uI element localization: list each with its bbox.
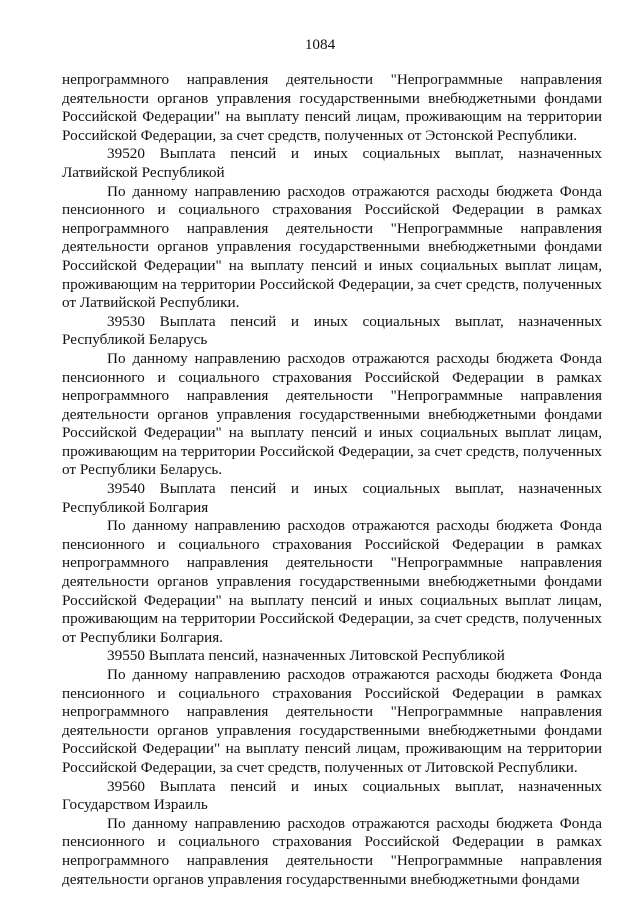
- section-heading-39540: 39540 Выплата пенсий и иных социальных выплат, назначенных Республикой Болгария: [62, 480, 602, 516]
- section-heading-39560: 39560 Выплата пенсий и иных социальных выплат, назначенных Государством Израиль: [62, 777, 602, 814]
- paragraph-39550-description: По данному направлению расходов отражаются расходы бюджета Фонда пенсионного и социального страхования Российской Федерации в рамках непрограммного направления деятельности "Непрограммные направления деятельности органов управления государственными внебюджетными фондами Российской Федерации" на выплату пенсий лицам, проживающим на территории Российской Федерации, за счет средств, полученных от Литовской Республики.: [62, 666, 602, 776]
- paragraph-continuation: непрограммного направления деятельности "Непрограммные направления деятельности органов управления государственными внебюджетными фондами Российской Федерации" на выплату пенсий лицам, проживающим на территории Российской Федерации, за счет средств, полученных от Эстонской Республики.: [62, 71, 602, 144]
- paragraph-39540-description: По данному направлению расходов отражаются расходы бюджета Фонда пенсионного и социального страхования Российской Федерации в рамках непрограммного направления деятельности "Непрограммные направления деятельности органов управления государственными внебюджетными фондами Российской Федерации" на выплату пенсий и иных социальных выплат лицам, проживающим на территории Российской Федерации, за счет средств, полученных от Республики Болгария.: [62, 517, 602, 646]
- section-heading-39550: 39550 Выплата пенсий, назначенных Литовской Республикой: [107, 647, 505, 665]
- paragraph-39560-description: По данному направлению расходов отражаются расходы бюджета Фонда пенсионного и социального страхования Российской Федерации в рамках непрограммного направления деятельности "Непрограммные направления деятельности органов управления государственными внебюджетными фондами: [62, 814, 602, 888]
- section-heading-39530: 39530 Выплата пенсий и иных социальных выплат, назначенных Республикой Беларусь: [62, 312, 602, 349]
- section-heading-39520: 39520 Выплата пенсий и иных социальных выплат, назначенных Латвийской Республикой: [62, 145, 602, 181]
- paragraph-39530-description: По данному направлению расходов отражаются расходы бюджета Фонда пенсионного и социального страхования Российской Федерации в рамках непрограммного направления деятельности "Непрограммные направления деятельности органов управления государственными внебюджетными фондами Российской Федерации" на выплату пенсий и иных социальных выплат лицам, проживающим на территории Российской Федерации, за счет средств, полученных от Республики Беларусь.: [62, 349, 602, 479]
- paragraph-39520-description: По данному направлению расходов отражаются расходы бюджета Фонда пенсионного и социального страхования Российской Федерации в рамках непрограммного направления деятельности "Непрограммные направления деятельности органов управления государственными внебюджетными фондами Российской Федерации" на выплату пенсий и иных социальных выплат лицам, проживающим на территории Российской Федерации, за счет средств, полученных от Латвийской Республики.: [62, 182, 602, 312]
- page-number: 1084: [304, 36, 336, 53]
- document-body: [62, 71, 602, 889]
